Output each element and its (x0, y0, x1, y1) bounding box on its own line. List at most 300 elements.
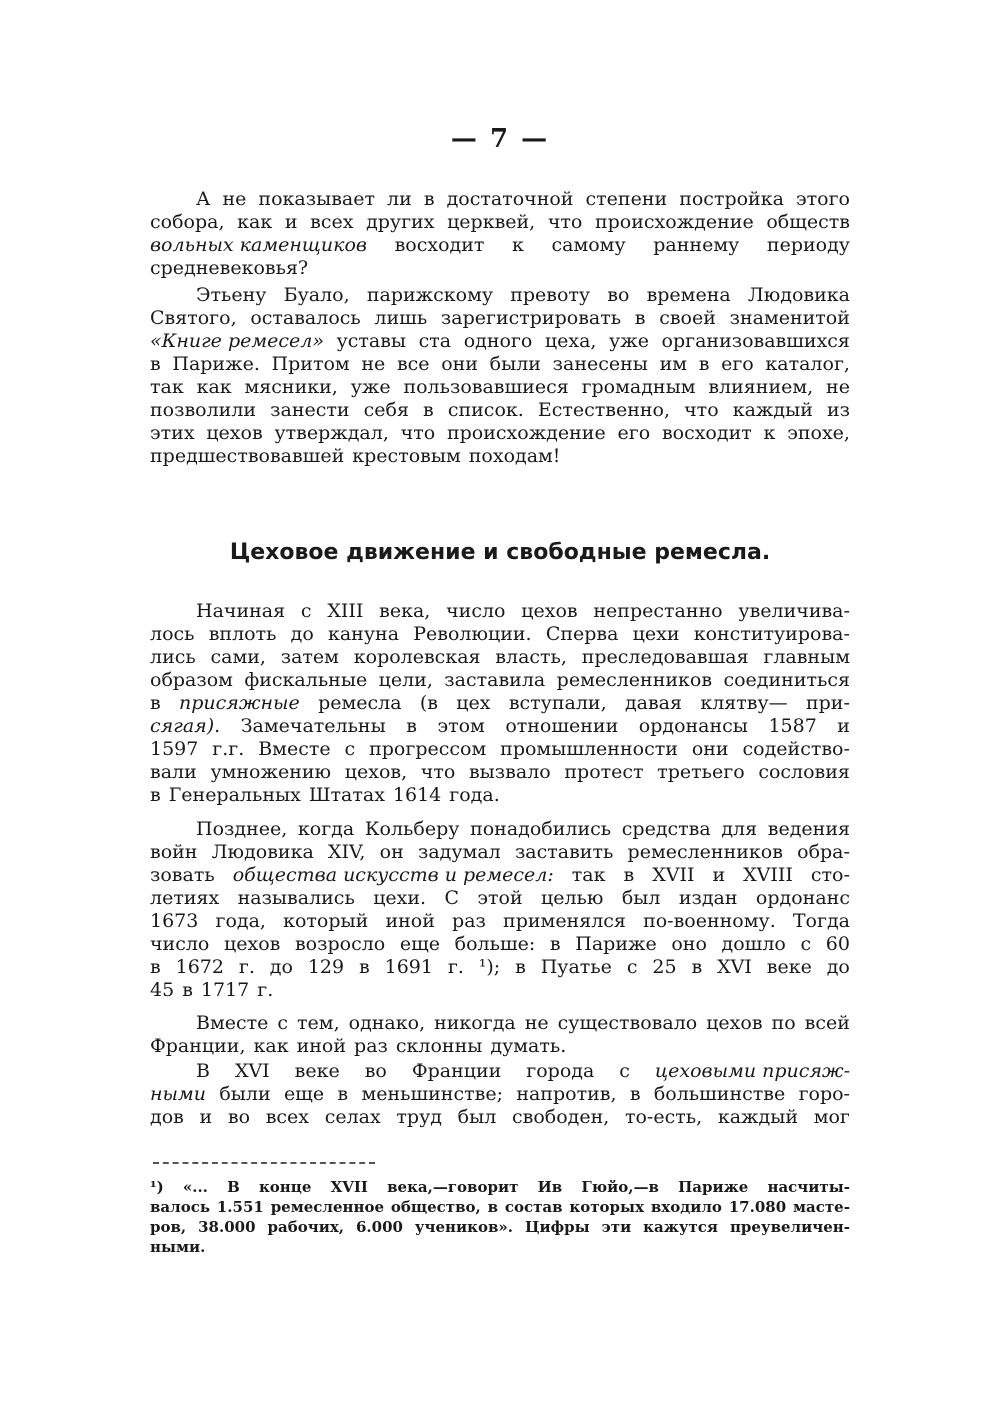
word: занести (270, 399, 350, 421)
word: до (290, 623, 314, 645)
word: обра- (797, 841, 850, 863)
word: оставалось (250, 307, 361, 329)
word: склонны (395, 1035, 483, 1057)
word: им (659, 353, 688, 375)
word: цех (456, 692, 491, 714)
word: еще (399, 933, 441, 955)
word: позволили (150, 399, 257, 421)
word: Вместе (196, 1012, 269, 1034)
word: то-есть, (624, 1106, 703, 1128)
word: Генеральных (168, 784, 301, 806)
word: во (364, 1060, 387, 1082)
word: собора, (150, 211, 225, 233)
word: однако, (348, 1012, 426, 1034)
word: 1673 (150, 910, 199, 932)
word: Франции, (150, 1035, 246, 1057)
word: понадобились (470, 818, 612, 840)
word: века,—говорит (387, 1178, 519, 1196)
word: мясники, (244, 376, 338, 398)
word: себя (363, 399, 409, 421)
word: Франции (411, 1060, 502, 1082)
word: Этьену (196, 284, 267, 306)
word: с (300, 600, 312, 622)
word: веке (766, 956, 812, 978)
word: возросло (294, 933, 386, 955)
word: с (277, 1012, 289, 1034)
word: по-военному. (643, 910, 776, 932)
word: фискальные (244, 669, 368, 691)
text-line (150, 211, 850, 234)
word: к (512, 234, 524, 256)
word: умножению (210, 761, 332, 783)
word: 60 (825, 933, 850, 955)
text-line (150, 1198, 850, 1218)
word: цеха, (544, 330, 597, 352)
text-line (150, 376, 850, 399)
word: ремесленников (556, 669, 713, 691)
word: ¹) (150, 1178, 164, 1196)
word: парижскому (366, 284, 494, 306)
word: Париже (678, 1178, 749, 1196)
word: предшествовавшей (150, 445, 345, 467)
word: (в (419, 692, 438, 714)
word: никогда (434, 1012, 516, 1034)
word: в (359, 956, 370, 978)
word: в (423, 188, 435, 210)
word: применялся (503, 910, 626, 932)
word: в (691, 956, 703, 978)
word: 129 (307, 956, 345, 978)
text-line (150, 979, 850, 1002)
text-line (150, 1218, 850, 1238)
word: к (763, 422, 776, 444)
word: список. (447, 399, 524, 421)
text-line (150, 257, 850, 280)
word: лось (150, 623, 195, 645)
word: его (617, 422, 651, 444)
text-line (150, 818, 850, 841)
word: заставила (444, 669, 546, 691)
word: тем, (297, 1012, 340, 1034)
word: заставить (514, 841, 614, 863)
word: крестовым (352, 445, 461, 467)
word: рабочих, (267, 1218, 344, 1236)
word: пользовавшиеся (403, 376, 569, 398)
word: средства (621, 818, 711, 840)
word: ли (387, 188, 412, 210)
word: этой (477, 887, 523, 909)
word: сто- (810, 864, 850, 886)
word: Париже (575, 933, 657, 955)
word: еще (283, 1083, 325, 1105)
text-line (150, 353, 850, 376)
word: как (237, 211, 273, 233)
word: затем (280, 646, 339, 668)
word: превоту (510, 284, 591, 306)
word: ными. (150, 1238, 206, 1256)
word: был (621, 887, 661, 909)
word: общество, (390, 1198, 481, 1216)
word: сами, (210, 646, 266, 668)
word: всех (310, 211, 354, 233)
word: зарегистрировать (440, 307, 622, 329)
word: 25 (652, 956, 677, 978)
word: походам! (468, 445, 561, 467)
word: думать. (490, 1035, 567, 1057)
word: цехов (706, 1012, 763, 1034)
word: XIII (327, 600, 364, 622)
text-line (150, 887, 850, 910)
word: г. (447, 956, 464, 978)
text-line (150, 1035, 850, 1058)
text-line (150, 307, 850, 330)
word: летиях (150, 887, 220, 909)
word: в (487, 1198, 499, 1216)
word: образом (150, 669, 233, 691)
word: в (150, 784, 161, 806)
text-line (150, 1060, 850, 1083)
word: цели, (378, 669, 433, 691)
word: каталог, (765, 353, 850, 375)
word: года. (449, 784, 500, 806)
word: XVI (234, 1060, 270, 1082)
word: для (721, 818, 758, 840)
word: непрестанно (593, 600, 723, 622)
word: иной (296, 1035, 347, 1057)
word: утверждал, (274, 422, 389, 444)
word: как (253, 1035, 289, 1057)
word: организовавшихся (661, 330, 850, 352)
word: задумал (417, 841, 501, 863)
word: XVII (330, 1178, 368, 1196)
word: его (721, 353, 754, 375)
word: войн (150, 841, 198, 863)
word: достаточной (446, 188, 574, 210)
word: они (691, 738, 729, 760)
word: давая (624, 692, 682, 714)
word: г.г. (212, 738, 245, 760)
word: в (150, 956, 161, 978)
word: до (826, 956, 850, 978)
word: XVII (652, 864, 695, 886)
word: во (227, 1106, 251, 1128)
word: периоду (766, 234, 850, 256)
word: обществ (766, 211, 850, 233)
word: соединиться (723, 669, 850, 691)
word: что (547, 211, 583, 233)
word: и (712, 864, 726, 886)
word: в (406, 715, 417, 737)
word: других (366, 211, 435, 233)
word: 6.000 (355, 1218, 403, 1236)
word: 1691 (384, 956, 433, 978)
word: 1.551 (216, 1198, 264, 1216)
word: ными (150, 1083, 206, 1105)
word: свободен, (511, 1106, 610, 1128)
word: ремесленное (270, 1198, 385, 1216)
word: Притом (271, 353, 350, 375)
text-line (150, 623, 850, 646)
word: 1672 (175, 956, 224, 978)
word: Революции. (413, 623, 532, 645)
text-line (150, 234, 850, 257)
word: происхождение (446, 422, 606, 444)
text-line (150, 841, 850, 864)
text-line (150, 864, 850, 887)
word: как (196, 376, 232, 398)
word: уже (609, 330, 649, 352)
word: при- (805, 692, 850, 714)
word: Сперва (545, 623, 619, 645)
word: занесены (552, 353, 648, 375)
word: и (199, 1106, 213, 1128)
word: селах (324, 1106, 381, 1128)
word: содейство- (742, 738, 850, 760)
word: всех (265, 1106, 310, 1128)
text-line (150, 1178, 850, 1198)
word: дов (150, 1106, 184, 1128)
word: В (227, 1178, 240, 1196)
word: этом (437, 715, 485, 737)
word: раз (452, 910, 486, 932)
word: года, (215, 910, 266, 932)
word: в (150, 353, 161, 375)
word: власть, (495, 646, 567, 668)
word: назывались (237, 887, 355, 909)
word: в (629, 1083, 641, 1105)
word: меньшинстве; (361, 1083, 503, 1105)
word: существовало (557, 1012, 698, 1034)
word: вступали, (508, 692, 607, 714)
word: учеников». (414, 1218, 514, 1236)
word: степени (585, 188, 668, 210)
word: С (444, 887, 459, 909)
word: постройка (679, 188, 784, 210)
paragraph-3 (150, 600, 850, 807)
word: в (623, 864, 635, 886)
word: не (524, 1012, 549, 1034)
paragraph-2 (150, 284, 850, 468)
word: королевская (353, 646, 481, 668)
word: этого (795, 188, 850, 210)
word: до (269, 956, 293, 978)
word: Цифры (524, 1218, 590, 1236)
word: в (634, 307, 646, 329)
footnote (150, 1178, 850, 1258)
word: они (441, 353, 478, 375)
word: дошло (721, 933, 786, 955)
word: цехи (632, 623, 680, 645)
word: состав (504, 1198, 563, 1216)
word: 1597 (150, 738, 199, 760)
word: средневековья? (150, 257, 309, 279)
word: этих (150, 422, 195, 444)
word: веке (294, 1060, 340, 1082)
word: Людовика (211, 841, 314, 863)
word: ордонансы (638, 715, 748, 737)
word: главным (763, 646, 850, 668)
text-line (150, 669, 850, 692)
word: большинстве (653, 1083, 786, 1105)
word: не (361, 353, 386, 375)
word: и (837, 715, 850, 737)
word: число (446, 600, 506, 622)
text-line (150, 284, 850, 307)
word: с (344, 738, 356, 760)
word: Гюйо,—в (581, 1178, 659, 1196)
word: в (182, 979, 193, 1001)
word: с (619, 1060, 630, 1082)
word: Святого, (150, 307, 237, 329)
word: показывает (258, 188, 375, 210)
word: третьего (657, 761, 745, 783)
word: входило (650, 1198, 722, 1216)
word: во (607, 284, 630, 306)
word: общества искусств и ремесел: (232, 864, 554, 886)
section-heading: Цеховое движение и свободные ремесла. (229, 540, 771, 565)
word: XVI (717, 956, 752, 978)
word: ордонанс (755, 887, 850, 909)
text-line (150, 1012, 850, 1035)
word: ремесла (318, 692, 402, 714)
word: в (549, 933, 561, 955)
word: 1614 (392, 784, 442, 806)
text-line (150, 738, 850, 761)
word: вали (150, 761, 197, 783)
word: когда (297, 818, 355, 840)
word: кануна (327, 623, 400, 645)
word: раннему (653, 234, 740, 256)
word: в (150, 692, 161, 714)
word: Тогда (792, 910, 850, 932)
word: труд (396, 1106, 442, 1128)
footnote-rule (153, 1162, 375, 1164)
word: 38.000 (198, 1218, 256, 1236)
text-line (150, 784, 850, 807)
page-number: — 7 — (450, 124, 550, 154)
word: знаменитой (729, 307, 850, 329)
word: с (800, 933, 812, 955)
word: каждый (732, 399, 813, 421)
word: прогрессом (369, 738, 487, 760)
word: города (526, 1060, 595, 1082)
text-line (150, 761, 850, 784)
word: зовать (150, 864, 215, 886)
text-line (150, 399, 850, 422)
word: вольных каменщиков (150, 234, 367, 256)
word: так (150, 376, 184, 398)
word: лись (150, 646, 196, 668)
word: Естественно, (537, 399, 671, 421)
text-line (150, 422, 850, 445)
word: не (222, 188, 247, 210)
text-line (150, 188, 850, 211)
word: «Книге ремесел» (150, 330, 324, 352)
word: восходит (661, 422, 752, 444)
paragraph-5 (150, 1012, 850, 1058)
text-line (150, 646, 850, 669)
word: в (423, 399, 434, 421)
word: Штатах (308, 784, 385, 806)
word: Буало, (283, 284, 350, 306)
word: в (337, 1083, 349, 1105)
word: г. (257, 979, 274, 1001)
word: 1717 (200, 979, 250, 1001)
word: ведения (767, 818, 850, 840)
paragraph-4 (150, 818, 850, 1002)
word: происхождение (594, 211, 754, 233)
text-line (150, 330, 850, 353)
word: влиянием, (708, 376, 814, 398)
word: своей (659, 307, 716, 329)
word: что (684, 399, 719, 421)
word: г. (238, 956, 255, 978)
text-line (150, 600, 850, 623)
word: вызвало (468, 761, 551, 783)
word: Кольберу (364, 818, 460, 840)
word: Людовика (747, 284, 850, 306)
word: А (196, 188, 211, 210)
word: цехов (206, 422, 263, 444)
word: число (150, 933, 210, 955)
word: все (396, 353, 430, 375)
word: сословия (758, 761, 850, 783)
paragraph-6 (150, 1060, 850, 1129)
word: масте- (793, 1198, 850, 1216)
word: самому (551, 234, 626, 256)
word: сягая). (150, 715, 221, 737)
word: всей (804, 1012, 850, 1034)
word: клятву— (700, 692, 788, 714)
word: отношении (505, 715, 619, 737)
text-line (150, 445, 850, 468)
word: раз (354, 1035, 388, 1057)
word: которых (569, 1198, 645, 1216)
word: напротив, (516, 1083, 617, 1105)
word: что (400, 422, 436, 444)
word: преувеличен- (729, 1218, 850, 1236)
word: Начиная (196, 600, 286, 622)
word: одного (463, 330, 533, 352)
word: не (826, 376, 850, 398)
word: громадным (581, 376, 696, 398)
word: церквей, (447, 211, 536, 233)
word: валось (150, 1198, 211, 1216)
word: промышленности (500, 738, 678, 760)
word: что (420, 761, 456, 783)
text-line (150, 956, 850, 979)
word: он (379, 841, 404, 863)
word: издан (678, 887, 738, 909)
word: так (571, 864, 606, 886)
word: 1587 (768, 715, 817, 737)
word: насчиты- (767, 1178, 850, 1196)
word: больше: (454, 933, 536, 955)
word: ста (418, 330, 452, 352)
word: целью (541, 887, 604, 909)
word: века, (379, 600, 431, 622)
word: Ив (537, 1178, 563, 1196)
word: были (219, 1083, 271, 1105)
word: эти (601, 1218, 632, 1236)
word: цехов, (344, 761, 408, 783)
word: иной (385, 910, 435, 932)
word: кажутся (643, 1218, 718, 1236)
word: эпохе, (787, 422, 850, 444)
word: ремесленников (627, 841, 783, 863)
word: присяжные (179, 692, 300, 714)
word: восходит (394, 234, 485, 256)
